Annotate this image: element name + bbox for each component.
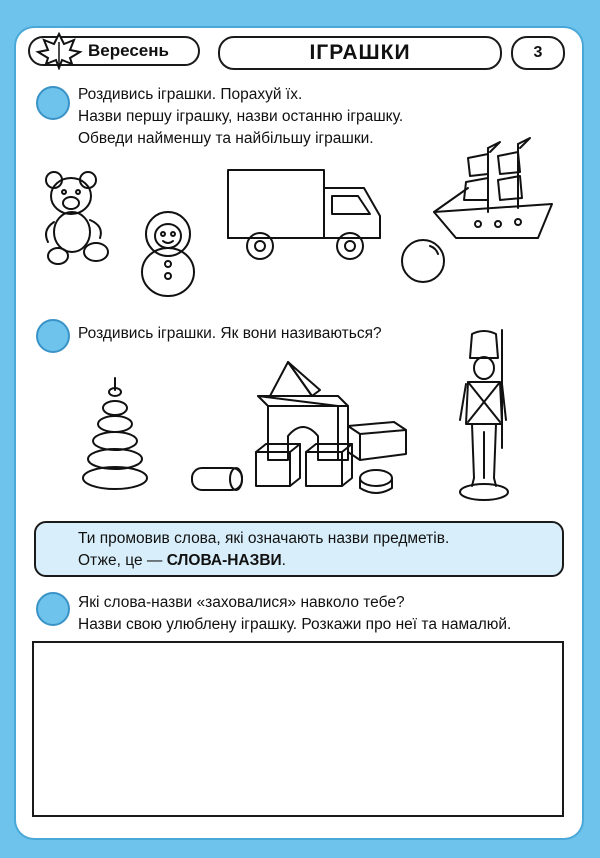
task-3-text [78, 592, 511, 636]
task-1-line-1: Роздивись іграшки. Порахуй їх. [78, 86, 303, 103]
task-3-line-1: Які слова-назви «заховалися» навколо тебе? [78, 594, 405, 611]
task-bullet-1 [36, 86, 70, 120]
task-bullet-3 [36, 592, 70, 626]
teddy-bear-icon [38, 170, 118, 270]
task-1-text [78, 84, 403, 150]
task-bullet-2 [36, 319, 70, 353]
callout-term: СЛОВА-НАЗВИ [166, 552, 282, 569]
month-label: Вересень [28, 36, 200, 66]
sailing-ship-icon [428, 138, 558, 248]
callout-line-2-prefix: Отже, це — [78, 552, 167, 569]
task-3-line-2: Назви свою улюблену іграшку. Розкажи про неї та намалюй. [78, 616, 512, 633]
callout-line-1: Ти промовив слова, які означають назви предметів. [78, 530, 450, 547]
callout-line-2-suffix: . [281, 552, 286, 569]
drawing-area[interactable] [32, 641, 564, 817]
task-1-line-3: Обведи найменшу та найбільшу іграшки. [78, 130, 374, 147]
roly-poly-doll-icon [138, 206, 198, 298]
page-number: 3 [511, 36, 565, 70]
maple-leaf-icon [34, 30, 84, 70]
task-2-text [78, 323, 382, 345]
truck-icon [224, 168, 384, 263]
callout-line-2 [78, 550, 562, 572]
definition-callout [34, 521, 564, 577]
building-blocks-icon [188, 356, 408, 496]
task-2-line-1: Роздивись іграшки. Як вони називаються? [78, 325, 382, 342]
toy-soldier-icon [454, 328, 514, 506]
page-title: ІГРАШКИ [218, 36, 502, 70]
task-1-line-2: Назви першу іграшку, назви останню іграшку. [78, 108, 404, 125]
ring-pyramid-icon [78, 374, 152, 494]
